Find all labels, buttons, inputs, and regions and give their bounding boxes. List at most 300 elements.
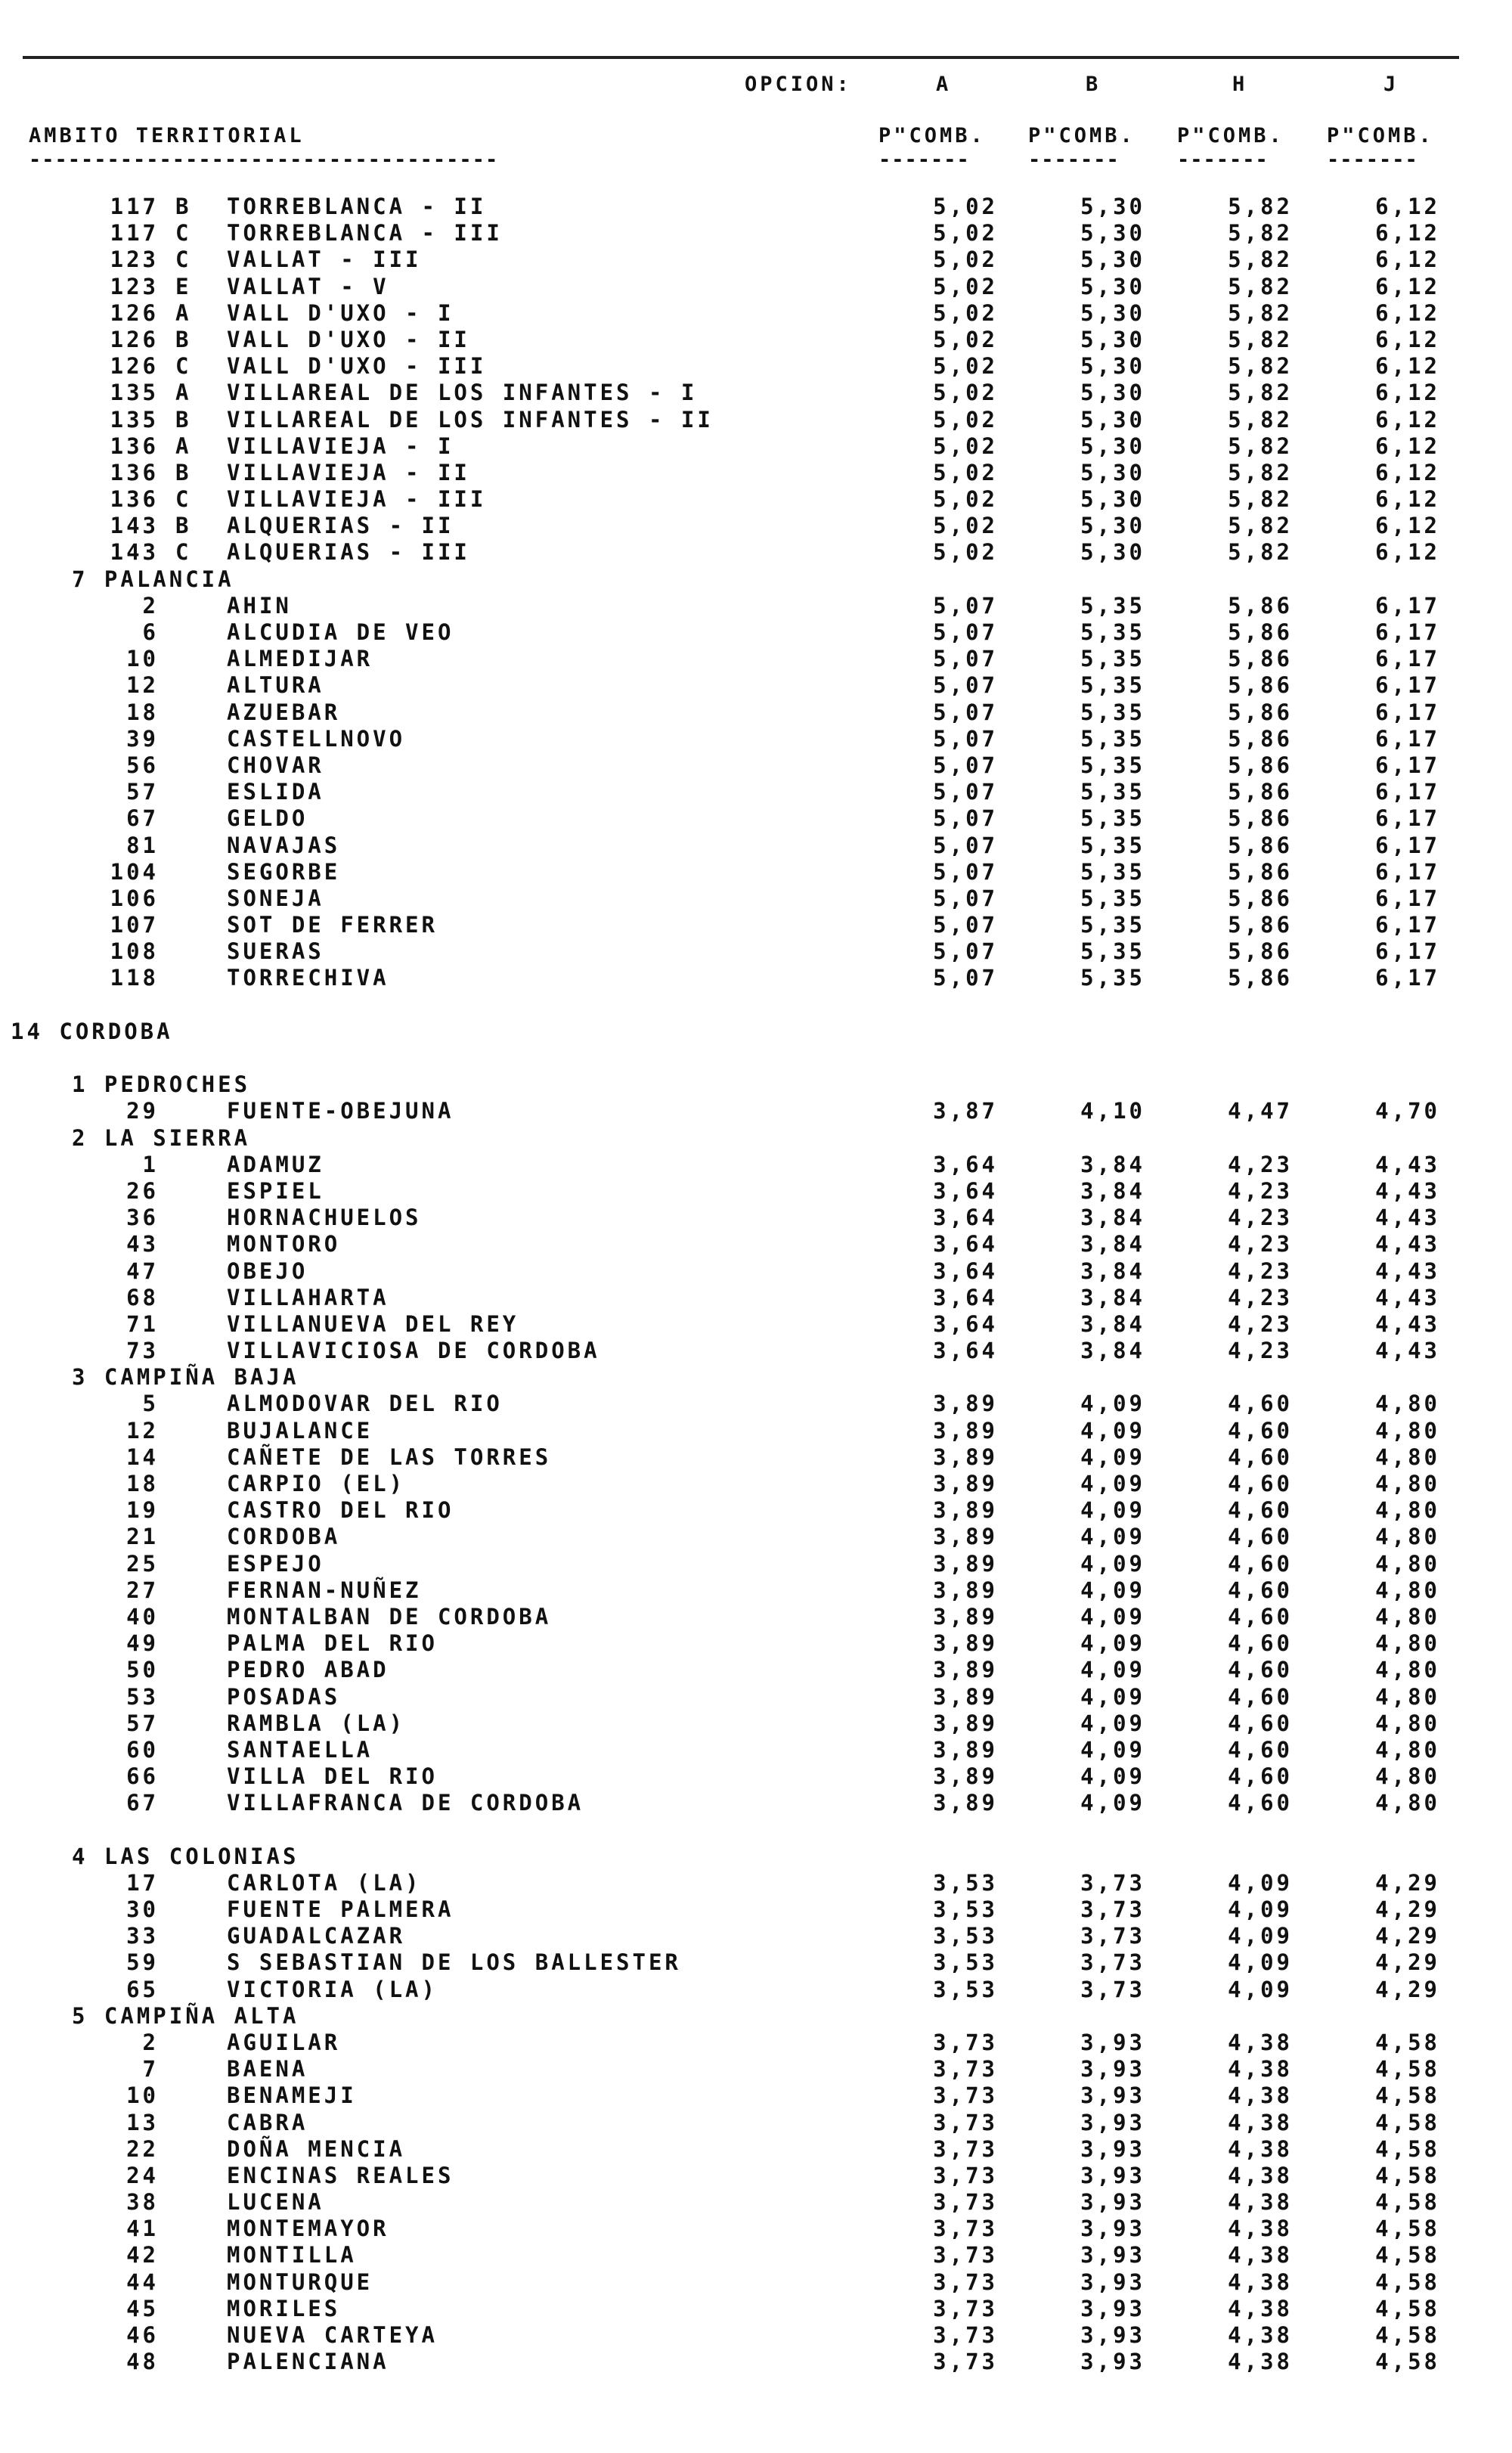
price-option-b: 5,35 — [1080, 938, 1145, 965]
municipality-name: ENCINAS REALES — [227, 2162, 454, 2188]
price-option-j: 6,17 — [1375, 858, 1440, 885]
price-option-b: 5,35 — [1080, 619, 1145, 645]
price-option-a: 5,07 — [933, 805, 998, 832]
price-option-a: 3,64 — [933, 1231, 998, 1258]
price-option-j: 4,58 — [1375, 2162, 1440, 2188]
price-option-j: 4,58 — [1375, 2349, 1440, 2375]
municipality-code: 13 — [126, 2109, 159, 2135]
municipality-row — [0, 1630, 1512, 1657]
municipality-name: VILLANUEVA DEL REY — [227, 1310, 519, 1337]
municipality-name: VALL D'UXO - II — [227, 326, 470, 352]
price-option-b: 3,93 — [1080, 2349, 1145, 2375]
price-option-a: 3,89 — [933, 1710, 998, 1736]
price-option-h: 4,60 — [1228, 1444, 1293, 1470]
price-option-j: 4,80 — [1375, 1497, 1440, 1524]
price-option-b: 4,09 — [1080, 1710, 1145, 1736]
municipality-row — [0, 1497, 1512, 1524]
municipality-code: 143 — [110, 539, 159, 566]
municipality-row — [0, 220, 1512, 247]
municipality-code: 46 — [126, 2322, 159, 2348]
municipality-row — [0, 1949, 1512, 1976]
municipality-row — [0, 2349, 1512, 2375]
municipality-code: 135 — [110, 380, 159, 406]
price-option-b: 3,84 — [1080, 1231, 1145, 1258]
municipality-name: VILLAREAL DE LOS INFANTES - I — [227, 380, 698, 406]
municipality-name: PEDRO ABAD — [227, 1657, 389, 1683]
price-option-b: 4,09 — [1080, 1497, 1145, 1524]
municipality-name: SONEJA — [227, 885, 324, 911]
option-b: B — [1086, 73, 1101, 96]
municipality-code: 123 — [110, 273, 159, 299]
municipality-code: 18 — [126, 1471, 159, 1496]
municipality-row — [0, 2322, 1512, 2349]
comarca-row — [0, 1125, 1512, 1152]
price-option-h: 4,47 — [1228, 1098, 1293, 1124]
price-option-h: 4,60 — [1228, 1471, 1293, 1496]
municipality-code: 59 — [126, 1949, 159, 1976]
price-option-a: 5,07 — [933, 858, 998, 885]
price-option-j: 6,12 — [1375, 353, 1440, 380]
price-option-b: 5,35 — [1080, 858, 1145, 885]
price-option-b: 5,30 — [1080, 194, 1145, 219]
municipality-name: MONTILLA — [227, 2242, 357, 2268]
municipality-row — [0, 805, 1512, 832]
municipality-row — [0, 912, 1512, 938]
price-option-b: 3,84 — [1080, 1338, 1145, 1364]
municipality-name: ALMEDIJAR — [227, 646, 373, 672]
price-option-b: 5,30 — [1080, 380, 1145, 406]
municipality-name: ALQUERIAS - III — [227, 539, 470, 566]
municipality-name: VILLAVIEJA - I — [227, 433, 454, 459]
price-option-h: 5,86 — [1228, 938, 1293, 965]
municipality-suffix: C — [175, 539, 192, 566]
price-option-a: 3,89 — [933, 1657, 998, 1683]
municipality-name: ESLIDA — [227, 779, 324, 805]
price-option-b: 5,35 — [1080, 832, 1145, 858]
price-option-h: 4,09 — [1228, 1869, 1293, 1896]
municipality-row — [0, 1977, 1512, 2003]
municipality-row — [0, 2189, 1512, 2216]
municipality-code: 29 — [126, 1098, 159, 1124]
municipality-row — [0, 2296, 1512, 2322]
price-option-a: 5,02 — [933, 486, 998, 513]
price-option-h: 5,82 — [1228, 353, 1293, 380]
price-option-b: 5,35 — [1080, 885, 1145, 911]
price-option-h: 5,82 — [1228, 406, 1293, 433]
price-option-a: 3,73 — [933, 2349, 998, 2375]
price-option-a: 3,73 — [933, 2109, 998, 2135]
municipality-row — [0, 327, 1512, 353]
ambito-underline: ------------------------------------ — [29, 148, 499, 172]
price-option-j: 6,17 — [1375, 699, 1440, 725]
price-option-a: 3,89 — [933, 1630, 998, 1657]
municipality-row — [0, 1444, 1512, 1471]
price-option-h: 5,86 — [1228, 619, 1293, 645]
price-option-b: 5,30 — [1080, 273, 1145, 299]
municipality-code: 1 — [142, 1151, 159, 1177]
price-option-h: 4,60 — [1228, 1763, 1293, 1790]
municipality-name: PALENCIANA — [227, 2349, 389, 2375]
municipality-code: 5 — [142, 1391, 159, 1417]
price-option-b: 3,93 — [1080, 2322, 1145, 2348]
municipality-name: VALL D'UXO - III — [227, 353, 487, 380]
municipality-row — [0, 1896, 1512, 1923]
comarca-label: 5 CAMPIÑA ALTA — [72, 2002, 299, 2029]
price-option-j: 4,80 — [1375, 1763, 1440, 1790]
municipality-code: 14 — [126, 1444, 159, 1470]
price-option-j: 4,80 — [1375, 1391, 1440, 1417]
price-option-a: 3,73 — [933, 2322, 998, 2348]
municipality-name: CASTRO DEL RIO — [227, 1497, 454, 1524]
municipality-name: VICTORIA (LA) — [227, 1976, 438, 2002]
municipality-code: 21 — [126, 1524, 159, 1550]
municipality-code: 143 — [110, 513, 159, 539]
price-option-b: 3,93 — [1080, 2135, 1145, 2162]
price-option-a: 5,07 — [933, 832, 998, 858]
municipality-row — [0, 1205, 1512, 1231]
municipality-row — [0, 274, 1512, 300]
price-option-h: 4,60 — [1228, 1630, 1293, 1657]
price-option-h: 5,82 — [1228, 194, 1293, 219]
municipality-row — [0, 1285, 1512, 1311]
price-option-b: 4,09 — [1080, 1417, 1145, 1444]
municipality-name: SUERAS — [227, 938, 324, 965]
price-option-b: 3,93 — [1080, 2216, 1145, 2242]
municipality-row — [0, 2082, 1512, 2109]
price-option-h: 4,38 — [1228, 2056, 1293, 2082]
price-option-h: 4,38 — [1228, 2162, 1293, 2188]
col-underline-b: ------- — [1028, 148, 1120, 172]
price-option-a: 3,73 — [933, 2135, 998, 2162]
price-option-b: 5,30 — [1080, 220, 1145, 247]
price-option-a: 5,02 — [933, 194, 998, 219]
price-option-b: 5,35 — [1080, 912, 1145, 938]
municipality-code: 12 — [126, 1417, 159, 1444]
price-option-b: 3,93 — [1080, 2109, 1145, 2135]
price-option-a: 5,02 — [933, 353, 998, 380]
price-option-a: 3,64 — [933, 1177, 998, 1204]
province-label: 14 CORDOBA — [11, 1018, 173, 1044]
municipality-name: SEGORBE — [227, 858, 341, 885]
municipality-code: 26 — [126, 1177, 159, 1204]
price-option-b: 3,84 — [1080, 1310, 1145, 1337]
price-option-j: 6,17 — [1375, 805, 1440, 832]
municipality-code: 2 — [142, 592, 159, 619]
municipality-name: VILLA DEL RIO — [227, 1763, 438, 1790]
price-option-h: 4,09 — [1228, 1949, 1293, 1976]
municipality-name: RAMBLA (LA) — [227, 1710, 406, 1736]
price-option-h: 5,82 — [1228, 380, 1293, 406]
price-option-a: 5,07 — [933, 885, 998, 911]
municipality-name: FUENTE-OBEJUNA — [227, 1098, 454, 1124]
municipality-code: 22 — [126, 2135, 159, 2162]
price-option-b: 3,93 — [1080, 2268, 1145, 2295]
price-option-j: 6,12 — [1375, 539, 1440, 566]
municipality-row — [0, 726, 1512, 752]
municipality-row — [0, 1231, 1512, 1258]
price-option-a: 3,73 — [933, 2295, 998, 2321]
price-option-b: 5,35 — [1080, 646, 1145, 672]
price-option-b: 4,09 — [1080, 1391, 1145, 1417]
price-option-a: 3,53 — [933, 1976, 998, 2002]
price-option-h: 5,86 — [1228, 592, 1293, 619]
municipality-row — [0, 1710, 1512, 1737]
option-h: H — [1232, 73, 1248, 96]
price-option-h: 4,23 — [1228, 1258, 1293, 1284]
price-option-b: 5,35 — [1080, 805, 1145, 832]
price-option-j: 4,80 — [1375, 1736, 1440, 1763]
price-option-h: 4,09 — [1228, 1976, 1293, 2002]
price-option-j: 4,80 — [1375, 1471, 1440, 1496]
price-option-a: 5,02 — [933, 459, 998, 485]
price-option-h: 4,38 — [1228, 2189, 1293, 2216]
municipality-code: 42 — [126, 2242, 159, 2268]
municipality-row — [0, 1311, 1512, 1338]
price-option-j: 6,17 — [1375, 752, 1440, 778]
price-option-j: 4,80 — [1375, 1417, 1440, 1444]
municipality-name: ESPIEL — [227, 1177, 324, 1204]
price-option-j: 4,43 — [1375, 1310, 1440, 1337]
price-option-j: 4,70 — [1375, 1098, 1440, 1124]
municipality-code: 73 — [126, 1338, 159, 1364]
price-option-h: 4,60 — [1228, 1603, 1293, 1630]
municipality-suffix: B — [175, 513, 192, 539]
municipality-code: 48 — [126, 2349, 159, 2375]
municipality-name: VILLAVIEJA - III — [227, 486, 487, 513]
price-option-h: 4,60 — [1228, 1577, 1293, 1603]
price-option-a: 3,89 — [933, 1577, 998, 1603]
price-option-a: 5,07 — [933, 912, 998, 938]
price-option-b: 4,09 — [1080, 1603, 1145, 1630]
municipality-row — [0, 513, 1512, 539]
municipality-suffix: C — [175, 220, 192, 247]
price-option-b: 4,09 — [1080, 1550, 1145, 1577]
municipality-code: 136 — [110, 459, 159, 485]
municipality-row — [0, 938, 1512, 965]
price-option-h: 5,82 — [1228, 486, 1293, 513]
municipality-row — [0, 672, 1512, 699]
price-option-a: 3,89 — [933, 1497, 998, 1524]
price-option-a: 3,64 — [933, 1284, 998, 1310]
price-option-j: 6,12 — [1375, 433, 1440, 459]
price-option-h: 5,86 — [1228, 912, 1293, 938]
municipality-code: 36 — [126, 1205, 159, 1231]
municipality-row — [0, 699, 1512, 726]
municipality-name: MONTEMAYOR — [227, 2216, 389, 2242]
price-option-a: 3,89 — [933, 1683, 998, 1710]
price-option-a: 5,07 — [933, 752, 998, 778]
price-option-h: 4,60 — [1228, 1524, 1293, 1550]
price-option-b: 5,35 — [1080, 779, 1145, 805]
municipality-code: 30 — [126, 1896, 159, 1922]
price-option-b: 3,84 — [1080, 1205, 1145, 1231]
price-option-a: 5,02 — [933, 406, 998, 433]
spacer-row — [0, 1816, 1512, 1843]
municipality-suffix: C — [175, 353, 192, 380]
municipality-code: 57 — [126, 779, 159, 805]
price-option-b: 4,09 — [1080, 1790, 1145, 1816]
price-option-j: 4,58 — [1375, 2242, 1440, 2268]
municipality-row — [0, 2216, 1512, 2242]
price-option-a: 5,02 — [933, 247, 998, 273]
municipality-code: 2 — [142, 2029, 159, 2055]
price-option-b: 4,10 — [1080, 1098, 1145, 1124]
municipality-code: 10 — [126, 2082, 159, 2109]
municipality-row — [0, 1391, 1512, 1417]
price-option-a: 3,73 — [933, 2056, 998, 2082]
price-option-a: 5,07 — [933, 619, 998, 645]
price-option-b: 4,09 — [1080, 1736, 1145, 1763]
price-option-h: 5,82 — [1228, 247, 1293, 273]
price-option-j: 4,43 — [1375, 1205, 1440, 1231]
municipality-row — [0, 353, 1512, 380]
price-option-a: 3,73 — [933, 2162, 998, 2188]
price-option-a: 3,73 — [933, 2242, 998, 2268]
price-option-a: 3,73 — [933, 2189, 998, 2216]
municipality-row — [0, 885, 1512, 912]
price-option-j: 4,80 — [1375, 1630, 1440, 1657]
price-option-a: 3,73 — [933, 2268, 998, 2295]
price-option-j: 6,17 — [1375, 938, 1440, 965]
municipality-row — [0, 1338, 1512, 1364]
price-option-j: 4,43 — [1375, 1151, 1440, 1177]
municipality-name: ALMODOVAR DEL RIO — [227, 1391, 503, 1417]
municipality-suffix: B — [175, 326, 192, 352]
price-option-b: 3,73 — [1080, 1923, 1145, 1949]
municipality-row — [0, 1684, 1512, 1710]
municipality-code: 57 — [126, 1710, 159, 1736]
municipality-row — [0, 1657, 1512, 1683]
price-option-a: 3,53 — [933, 1896, 998, 1922]
price-option-a: 5,07 — [933, 699, 998, 725]
municipality-row — [0, 1152, 1512, 1178]
price-option-a: 3,89 — [933, 1444, 998, 1470]
municipality-row — [0, 1524, 1512, 1550]
municipality-code: 50 — [126, 1657, 159, 1683]
price-option-b: 3,84 — [1080, 1284, 1145, 1310]
price-option-a: 3,64 — [933, 1258, 998, 1284]
price-option-a: 5,07 — [933, 938, 998, 965]
municipality-name: VILLAVIEJA - II — [227, 459, 470, 485]
municipality-suffix: C — [175, 247, 192, 273]
price-option-j: 4,29 — [1375, 1976, 1440, 2002]
municipality-name: VILLAHARTA — [227, 1284, 389, 1310]
price-option-b: 5,35 — [1080, 699, 1145, 725]
price-option-h: 5,82 — [1228, 220, 1293, 247]
municipality-name: GUADALCAZAR — [227, 1923, 406, 1949]
price-option-j: 6,12 — [1375, 380, 1440, 406]
price-option-h: 4,09 — [1228, 1923, 1293, 1949]
price-option-j: 6,17 — [1375, 592, 1440, 619]
price-option-b: 5,30 — [1080, 353, 1145, 380]
price-option-b: 5,30 — [1080, 247, 1145, 273]
municipality-code: 81 — [126, 832, 159, 858]
price-option-a: 3,64 — [933, 1338, 998, 1364]
price-option-j: 4,58 — [1375, 2109, 1440, 2135]
price-option-h: 5,82 — [1228, 273, 1293, 299]
municipality-row — [0, 2110, 1512, 2136]
price-option-b: 3,73 — [1080, 1976, 1145, 2002]
municipality-row — [0, 646, 1512, 672]
price-option-j: 6,12 — [1375, 513, 1440, 539]
municipality-row — [0, 1551, 1512, 1577]
municipality-row — [0, 2136, 1512, 2163]
price-option-j: 4,58 — [1375, 2268, 1440, 2295]
comarca-row — [0, 1364, 1512, 1391]
price-option-b: 5,30 — [1080, 433, 1145, 459]
comarca-label: 7 PALANCIA — [72, 566, 234, 592]
municipality-name: ALQUERIAS - II — [227, 513, 454, 539]
price-option-j: 6,17 — [1375, 965, 1440, 991]
price-option-h: 5,86 — [1228, 699, 1293, 725]
municipality-name: CAÑETE DE LAS TORRES — [227, 1444, 552, 1470]
price-option-h: 4,09 — [1228, 1896, 1293, 1922]
comarca-label: 4 LAS COLONIAS — [72, 1843, 299, 1869]
municipality-name: LUCENA — [227, 2189, 324, 2216]
price-option-b: 3,93 — [1080, 2162, 1145, 2188]
price-option-b: 4,09 — [1080, 1524, 1145, 1550]
price-option-b: 3,93 — [1080, 2189, 1145, 2216]
municipality-suffix: A — [175, 433, 192, 459]
price-option-a: 3,89 — [933, 1391, 998, 1417]
comarca-row — [0, 1844, 1512, 1870]
municipality-row — [0, 965, 1512, 991]
price-option-b: 5,30 — [1080, 406, 1145, 433]
municipality-name: TORREBLANCA - II — [227, 194, 487, 219]
municipality-row — [0, 380, 1512, 406]
price-option-b: 4,09 — [1080, 1577, 1145, 1603]
municipality-code: 118 — [110, 965, 159, 991]
price-option-a: 3,89 — [933, 1603, 998, 1630]
municipality-row — [0, 407, 1512, 433]
price-option-a: 5,07 — [933, 725, 998, 752]
price-option-b: 4,09 — [1080, 1444, 1145, 1470]
municipality-row — [0, 1790, 1512, 1816]
price-option-b: 4,09 — [1080, 1471, 1145, 1496]
price-option-h: 4,60 — [1228, 1736, 1293, 1763]
price-option-j: 4,29 — [1375, 1869, 1440, 1896]
municipality-name: AHIN — [227, 592, 292, 619]
municipality-name: PALMA DEL RIO — [227, 1630, 438, 1657]
municipality-code: 17 — [126, 1869, 159, 1896]
municipality-name: CORDOBA — [227, 1524, 341, 1550]
price-option-h: 4,23 — [1228, 1231, 1293, 1258]
price-option-a: 3,53 — [933, 1869, 998, 1896]
price-option-j: 4,58 — [1375, 2135, 1440, 2162]
price-option-j: 4,80 — [1375, 1444, 1440, 1470]
municipality-name: AZUEBAR — [227, 699, 341, 725]
price-option-h: 5,86 — [1228, 646, 1293, 672]
municipality-name: CARLOTA (LA) — [227, 1869, 422, 1896]
municipality-code: 123 — [110, 247, 159, 273]
municipality-code: 18 — [126, 699, 159, 725]
price-option-h: 4,23 — [1228, 1338, 1293, 1364]
price-option-h: 4,23 — [1228, 1177, 1293, 1204]
price-option-h: 4,23 — [1228, 1284, 1293, 1310]
municipality-row — [0, 833, 1512, 859]
municipality-code: 19 — [126, 1497, 159, 1524]
price-option-j: 4,80 — [1375, 1603, 1440, 1630]
municipality-code: 60 — [126, 1736, 159, 1763]
price-option-b: 5,30 — [1080, 459, 1145, 485]
price-option-j: 6,17 — [1375, 646, 1440, 672]
municipality-name: OBEJO — [227, 1258, 308, 1284]
price-option-a: 3,89 — [933, 1471, 998, 1496]
municipality-row — [0, 1418, 1512, 1444]
municipality-row — [0, 1178, 1512, 1205]
price-option-j: 6,12 — [1375, 299, 1440, 326]
municipality-name: CASTELLNOVO — [227, 725, 406, 752]
